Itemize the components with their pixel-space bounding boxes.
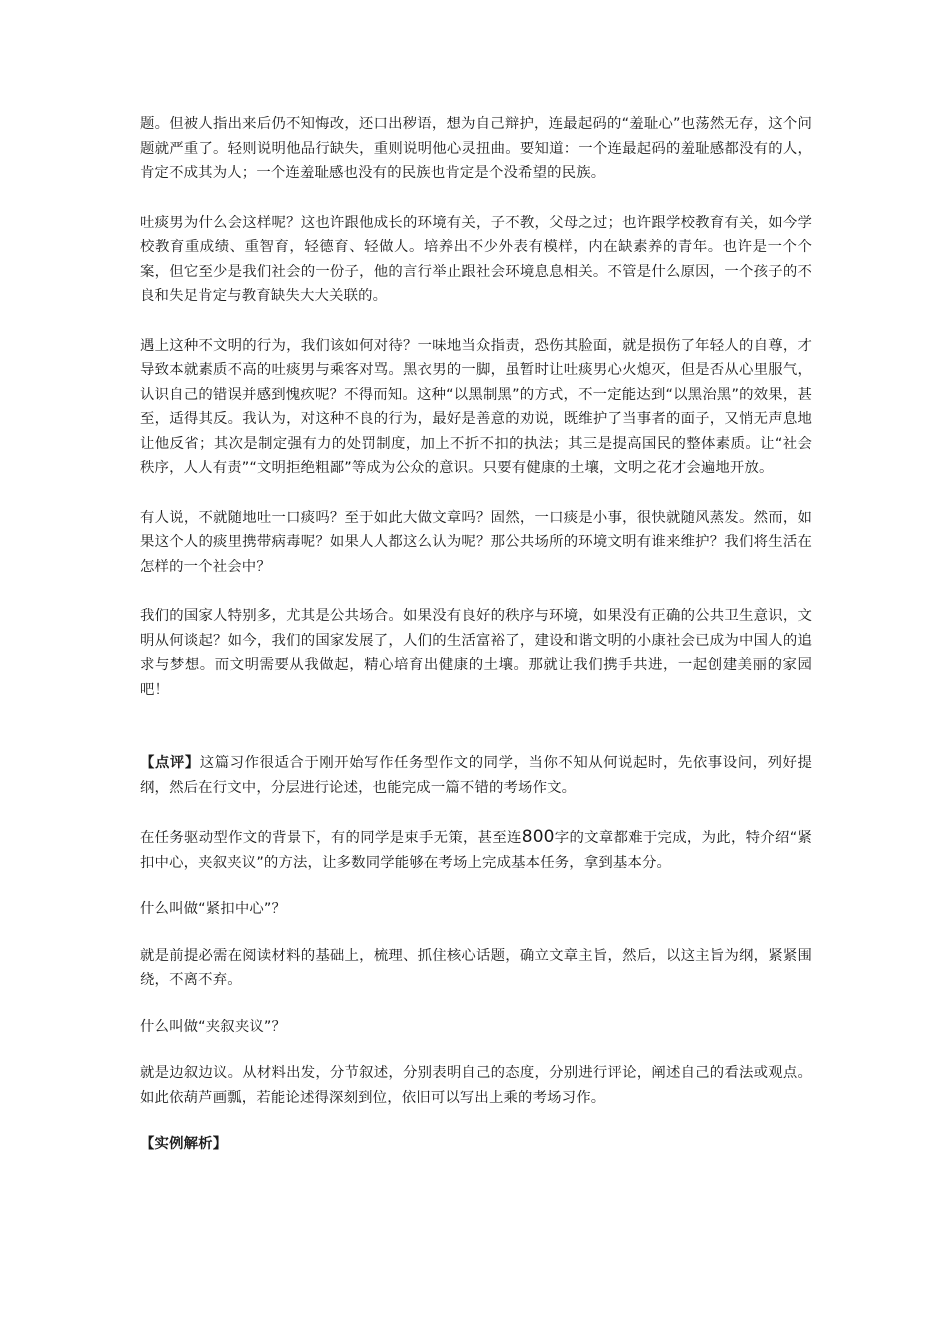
task-text-after: 字的文章都难于完成，为此，特介绍“紧扣中心，夹叙夹议”的方法，让多数同学能够在考场上完成基本任务，拿到基本分。: [140, 830, 812, 871]
paragraph-gap: [140, 1110, 812, 1132]
answer-narrative: 就是边叙边议。从材料出发，分节叙述，分别表明自己的态度，分别进行评论，阐述自己的看法或观点。如此依葫芦画瓢，若能论述得深刻到位，依旧可以写出上乘的考场习作。: [140, 1065, 812, 1106]
paragraph-gap: [140, 922, 812, 944]
paragraph-gap: [140, 875, 812, 897]
comment-label: 【点评】: [140, 755, 200, 771]
example-heading: 【实例解析】: [140, 1136, 228, 1152]
task-text-before: 在任务驱动型作文的背景下，有的同学是束手无策，甚至连: [140, 830, 522, 846]
task-paragraph: [140, 825, 812, 875]
word-count-number: 800: [521, 827, 555, 847]
paragraph-spit: 有人说，不就随地吐一口痰吗？至于如此大做文章吗？固然，一口痰是小事，很快就随风蒸发。然而，如果这个人的痰里携带病毒呢？如果人人都这么认为呢？那公共场所的环境文明有谁来维护？我们将生活在怎样的一个社会中？: [140, 509, 812, 575]
paragraph-gap: [140, 481, 812, 506]
document-page: [140, 112, 812, 1157]
question-focus: 什么叫做“紧扣中心”？: [140, 901, 287, 917]
question-narrative: 什么叫做“夹叙夹议”？: [140, 1018, 287, 1035]
paragraph-gap: [140, 186, 812, 211]
comment-text: 这篇习作很适合于刚开始写作任务型作文的同学，当你不知从何说起时，先依事设问，列好提纲，然后在行文中，分层进行论述，也能完成一篇不错的考场作文。: [140, 755, 813, 796]
paragraph-conclusion: 我们的国家人特别多，尤其是公共场合。如果没有良好的秩序与环境，如果没有正确的公共卫生意识，文明从何谈起？如今，我们的国家发展了，人们的生活富裕了，建设和谐文明的小康社会已成为中国人的追求与梦想。而文明需要从我做起，精心培育出健康的土壤。那就让我们携手共进，一起创建美丽的家园吧！: [140, 608, 812, 698]
comment-paragraph: [140, 751, 812, 800]
answer-focus: 就是前提必需在阅读材料的基础上，梳理、抓住核心话题，确立文章主旨，然后，以这主旨为纲，紧紧围绕，不离不弃。: [140, 947, 812, 988]
paragraph-reason: 吐痰男为什么会这样呢？这也许跟他成长的环境有关，子不教，父母之过；也许跟学校教育有关，如今学校教育重成绩、重智育，轻德育、轻做人。培养出不少外表有模样，内在缺素养的青年。也许是一个个案，但它至少是我们社会的一份子，他的言行举止跟社会环境息息相关。不管是什么原因，一个孩子的不良和失足肯定与教育缺失大大关联的。: [140, 214, 812, 304]
paragraph-gap: [140, 309, 812, 334]
paragraph-gap: [140, 579, 812, 604]
paragraph-shame: 题。但被人指出来后仍不知悔改，还口出秽语，想为自己辩护，连最起码的“羞耻心”也荡然无存，这个问题就严重了。轻则说明他品行缺失，重则说明他心灵扭曲。要知道：一个连最起码的羞耻感都没有的人，肯定不成其为人；一个连羞耻感也没有的民族也肯定是个没希望的民族。: [140, 116, 812, 181]
paragraph-gap: [140, 1039, 812, 1061]
paragraph-response: 遇上这种不文明的行为，我们该如何对待？一味地当众指责，恐伤其脸面，就是损伤了年轻人的自尊，才导致本就素质不高的吐痰男与乘客对骂。黑衣男的一脚，虽暂时让吐痰男心火熄灭，但是否从心里服气，认识自己的错误并感到愧疚呢？不得而知。这种“以黑制黑”的方式，不一定能达到“以黑治黑”的效果，甚至，适得其反。我认为，对这种不良的行为，最好是善意的劝说，既维护了当事者的面子，又悄无声息地让他反省；其次是制定强有力的处罚制度，加上不折不扣的执法；其三是提高国民的整体素质。让“社会秩序，人人有责”“文明拒绝粗鄙”等成为公众的意识。只要有健康的土壤，文明之花才会遍地开放。: [140, 337, 812, 476]
section-gap: [140, 702, 812, 751]
paragraph-gap: [140, 993, 812, 1015]
paragraph-gap: [140, 800, 812, 825]
